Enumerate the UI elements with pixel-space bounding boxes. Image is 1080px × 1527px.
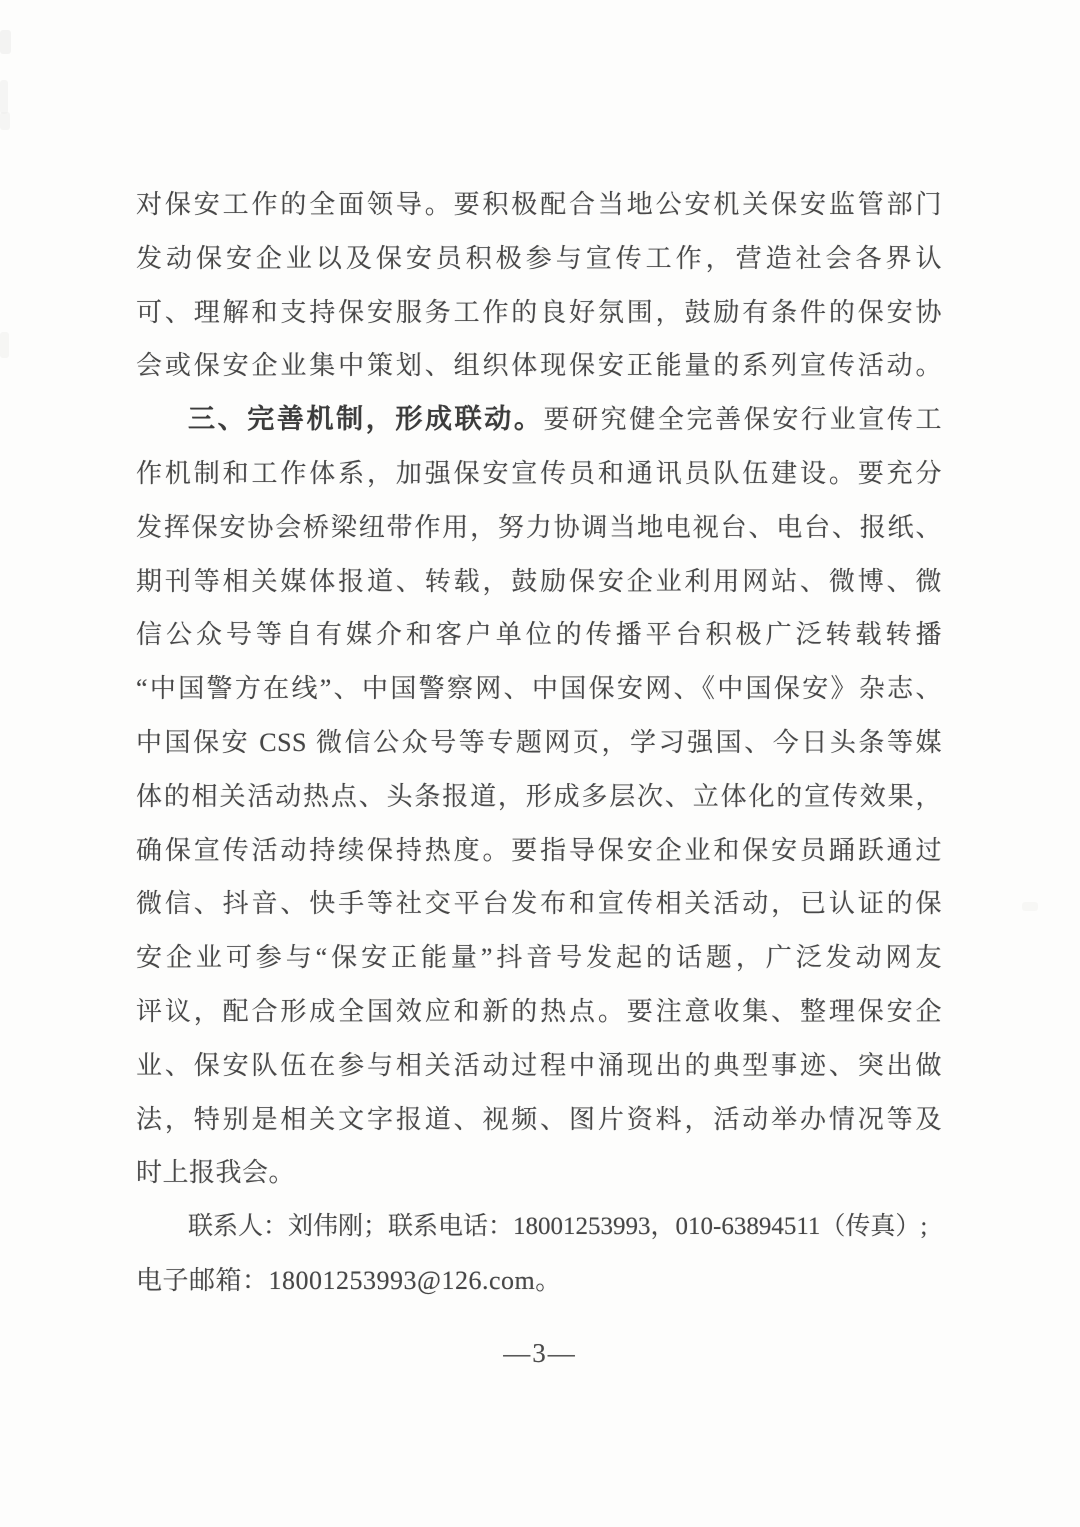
scan-artifact <box>1022 902 1038 911</box>
text-line: 作机制和工作体系，加强保安宣传员和通讯员队伍建设。要充分 <box>136 458 942 488</box>
text-run: 要研究健全完善保安行业宣传工 <box>543 405 942 435</box>
scan-artifact <box>0 112 10 130</box>
section-heading: 三、完善机制，形成联动。 <box>188 404 544 435</box>
text-line: 业、保安队伍在参与相关活动过程中涌现出的典型事迹、突出做 <box>136 1050 942 1080</box>
text-line: 评议，配合形成全国效应和新的热点。要注意收集、整理保安企 <box>136 996 942 1026</box>
text-line: 法，特别是相关文字报道、视频、图片资料，活动举办情况等及 <box>136 1104 942 1134</box>
page-number: —3— <box>503 1338 577 1368</box>
document-body <box>136 178 942 1308</box>
text-line: 发动保安企业以及保安员积极参与宣传工作，营造社会各界认 <box>136 243 942 273</box>
text-line: 体的相关活动热点、头条报道，形成多层次、立体化的宣传效果， <box>136 781 942 811</box>
contact-line: 联系人：刘伟刚；联系电话：18001253993，010-63894511（传真）; <box>188 1213 928 1241</box>
text-line: 期刊等相关媒体报道、转载，鼓励保安企业利用网站、微博、微 <box>136 566 942 596</box>
scan-artifact <box>0 30 11 54</box>
text-line: 微信、抖音、快手等社交平台发布和宣传相关活动，已认证的保 <box>136 889 942 919</box>
text-line: 发挥保安协会桥梁纽带作用，努力协调当地电视台、电台、报纸、 <box>136 512 942 542</box>
scan-artifact <box>0 332 9 358</box>
text-line <box>136 393 942 447</box>
contact-email-line: 电子邮箱：18001253993@126.com。 <box>136 1265 562 1295</box>
scan-artifact <box>0 80 8 114</box>
text-line: 可、理解和支持保安服务工作的良好氛围，鼓励有条件的保安协 <box>136 297 942 327</box>
text-line: 确保宣传活动持续保持热度。要指导保安企业和保安员踊跃通过 <box>136 835 942 865</box>
text-line: “中国警方在线”、中国警察网、中国保安网、《中国保安》杂志、 <box>136 674 942 704</box>
text-line: 时上报我会。 <box>136 1158 296 1188</box>
text-line: 会或保安企业集中策划、组织体现保安正能量的系列宣传活动。 <box>136 351 942 381</box>
text-line: 安企业可参与“保安正能量”抖音号发起的话题，广泛发动网友 <box>136 943 942 973</box>
text-line: 中国保安 CSS 微信公众号等专题网页，学习强国、今日头条等媒 <box>136 727 942 757</box>
text-line: 对保安工作的全面领导。要积极配合当地公安机关保安监管部门 <box>136 190 942 219</box>
text-line: 信公众号等自有媒介和客户单位的传播平台积极广泛转载转播 <box>136 620 942 650</box>
